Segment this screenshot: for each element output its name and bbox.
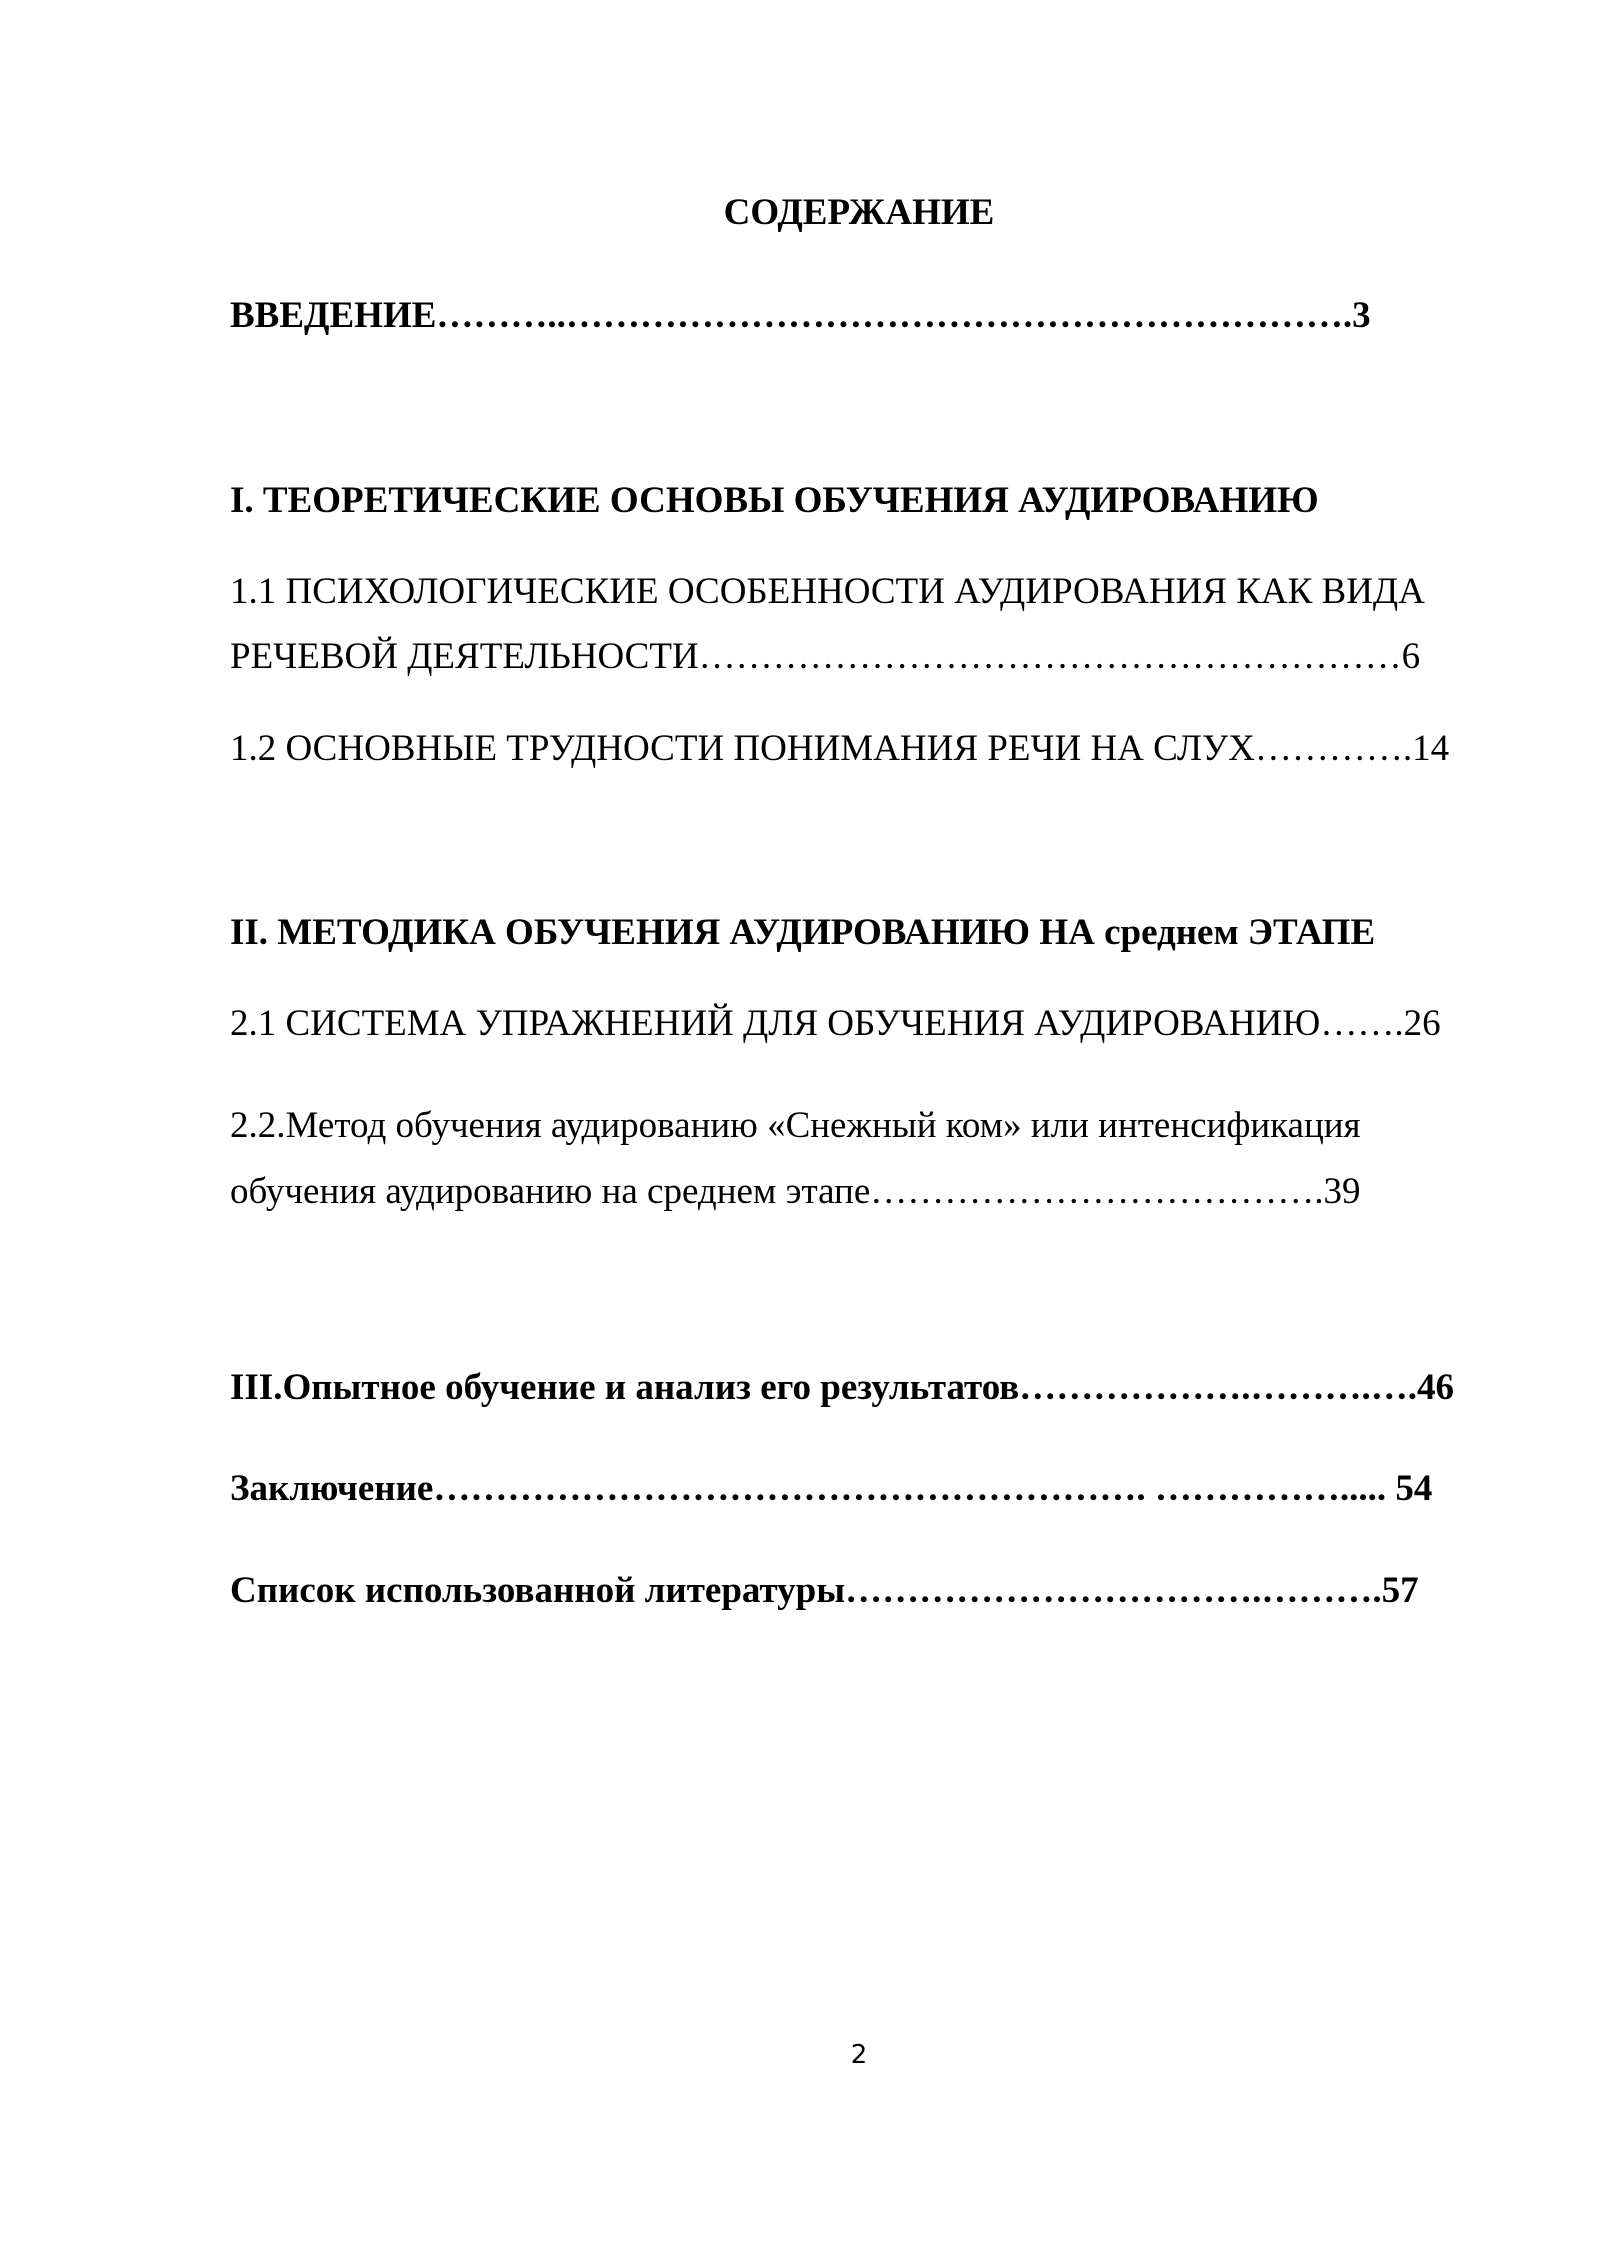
toc-entry-section-2-1: 2.1 СИСТЕМА УПРАЖНЕНИЙ ДЛЯ ОБУЧЕНИЯ АУДИРОВАНИЮ…….26 bbox=[230, 1003, 1441, 1044]
toc-entry-references: Список использованной литературы…………………………….……….57 bbox=[230, 1570, 1419, 1611]
page-number: 2 bbox=[850, 2040, 868, 2070]
toc-entry-chapter-1: I. ТЕОРЕТИЧЕСКИЕ ОСНОВЫ ОБУЧЕНИЯ АУДИРОВАНИЮ bbox=[230, 480, 1319, 521]
toc-entry-section-1-2: 1.2 ОСНОВНЫЕ ТРУДНОСТИ ПОНИМАНИЯ РЕЧИ НА СЛУХ………….14 bbox=[230, 728, 1450, 769]
toc-entry-chapter-3: III.Опытное обучение и анализ его результатов……………….……….….46 bbox=[230, 1367, 1454, 1408]
toc-entry-chapter-2: II. МЕТОДИКА ОБУЧЕНИЯ АУДИРОВАНИЮ НА среднем ЭТАПЕ bbox=[230, 912, 1376, 953]
toc-entry-section-2-2-line-1: 2.2.Метод обучения аудированию «Снежный ком» или интенсификация bbox=[230, 1105, 1361, 1146]
toc-entry-introduction: ВВЕДЕНИЕ………..……………………………………………………….3 bbox=[230, 295, 1371, 336]
toc-entry-conclusion: Заключение…………………………………………………. ……………..... 54 bbox=[230, 1468, 1433, 1509]
toc-entry-section-1-1-line-1: 1.1 ПСИХОЛОГИЧЕСКИЕ ОСОБЕННОСТИ АУДИРОВАНИЯ КАК ВИДА bbox=[230, 571, 1425, 612]
toc-title: СОДЕРЖАНИЕ bbox=[723, 192, 995, 233]
toc-entry-section-2-2-line-2: обучения аудированию на среднем этапе……………………………….39 bbox=[230, 1171, 1361, 1212]
toc-entry-section-1-1-line-2: РЕЧЕВОЙ ДЕЯТЕЛЬНОСТИ…………………………………………………6 bbox=[230, 636, 1421, 677]
